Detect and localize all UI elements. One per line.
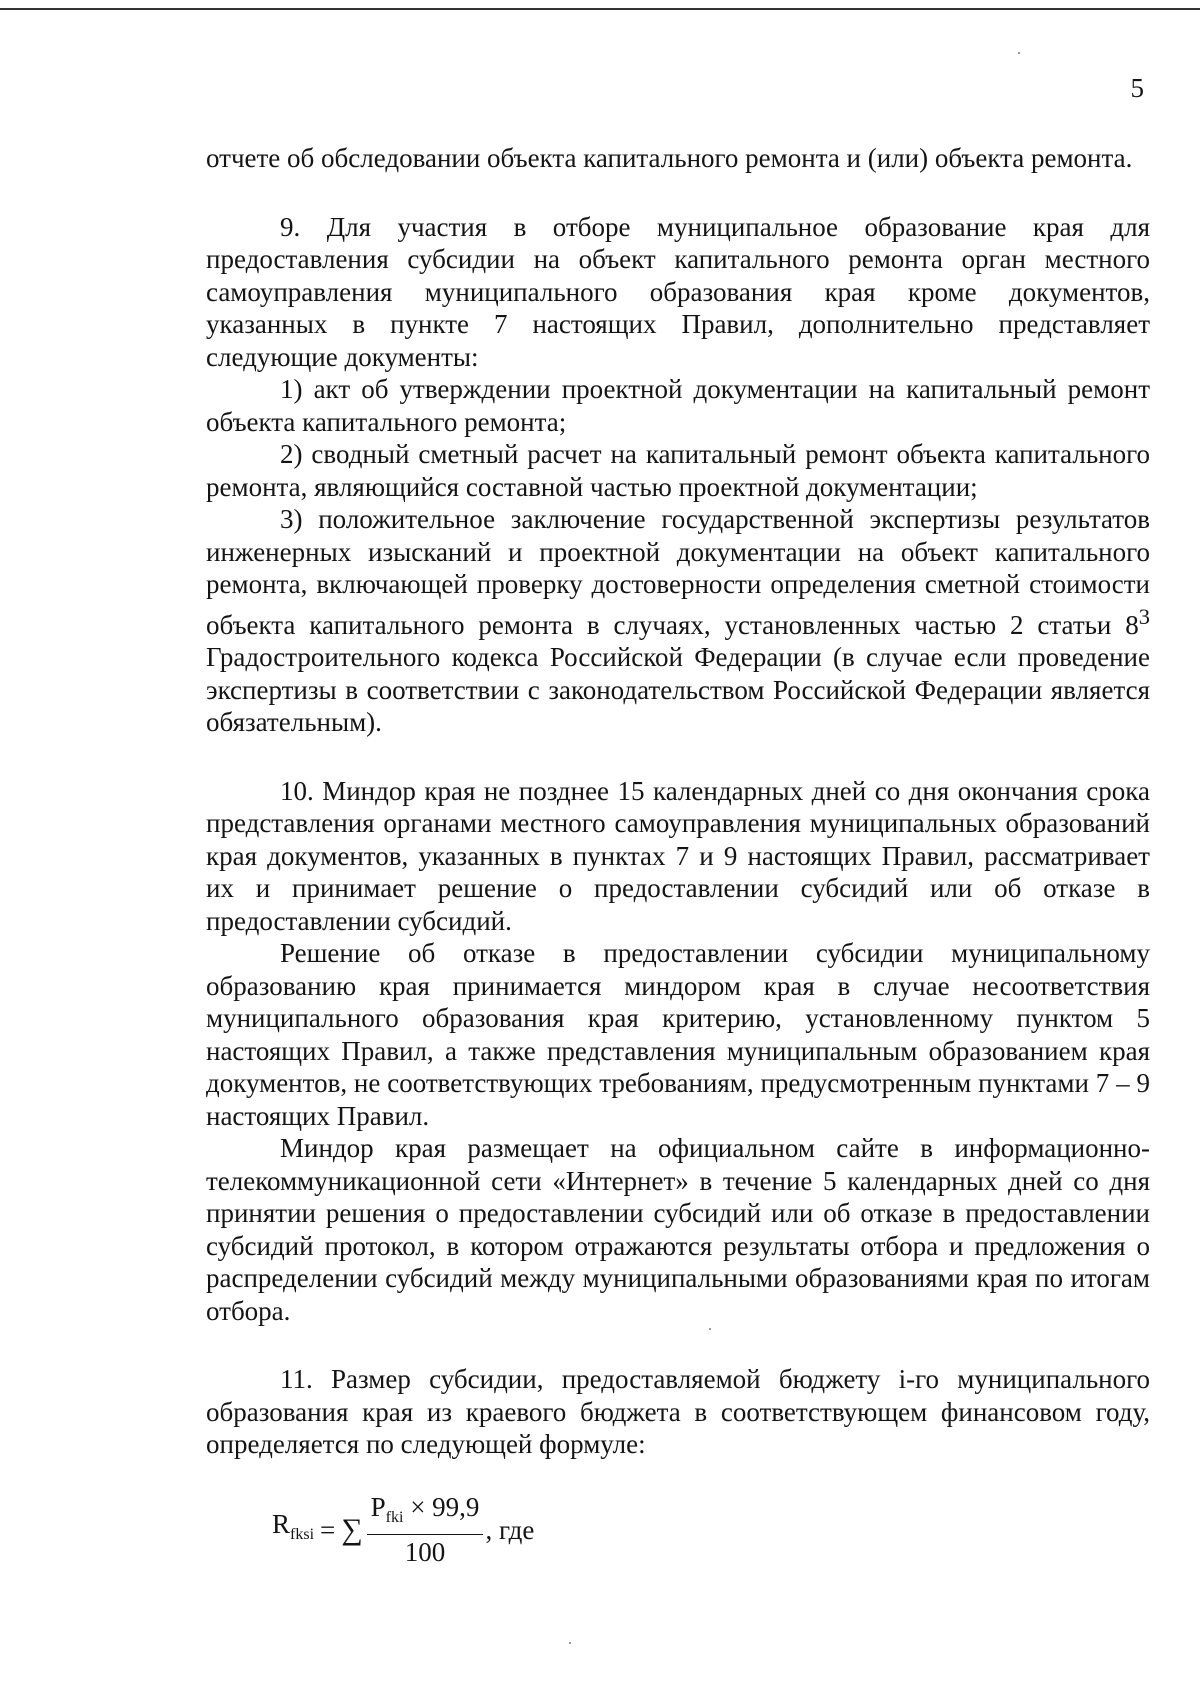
formula-fraction (367, 1492, 484, 1567)
formula-where: , где (485, 1514, 535, 1545)
paragraph-publication: Миндор края размещает на официальном сайте в информационно-телекоммуникационной сети «Интернет» в течение 5 календарных дней со дня принятии решения о предоставлении субсидий или об отказе в предоставлении субсидий протокол, в котором отражаются результаты отбора и предложения о распределении субсидий между муниципальными образованиями края по итогам отбора. (206, 1133, 1150, 1326)
list-item-3-text: 3) положительное заключение государственной экспертизы результатов инженерных изысканий и проектной документации на объект капитального ремонта, включающей проверку достоверности определения сметной стоимости объекта капитального ремонта в случаях, установленных частью 2 статьи 8 (206, 504, 1150, 640)
page-number: 5 (1130, 73, 1144, 103)
paragraph-continuation: отчете об обследовании объекта капитального ремонта и (или) объекта ремонта. (206, 143, 1133, 173)
list-item-3 (206, 503, 1150, 739)
superscript: 3 (1138, 603, 1150, 629)
formula-lhs: $R_{fksi}$ (272, 1509, 315, 1543)
fraction-denominator: 100 (404, 1537, 446, 1567)
list-item-2: 2) сводный сметный расчет на капитальный ремонт объекта капитального ремонта, являющийся составной частью проектной документации; (206, 439, 1150, 502)
list-item-3-text-end: Градостроительного кодекса Российской Федерации (в случае если проведение экспертизы в соответствии с законодательством Российской Федерации является обязательным). (206, 642, 1150, 737)
paragraph-11: 11. Размер субсидии, предоставляемой бюджету i-го муниципального образования края из краевого бюджета в соответствующем финансовом году, определяется по следующей формуле: (206, 1364, 1150, 1459)
paragraph-9: 9. Для участия в отборе муниципальное образование края для предоставления субсидии на объект капитального ремонта орган местного самоуправления муниципального образования края кроме документов, указанных в пункте 7 настоящих Правил, дополнительно представляет следующие документы: (206, 211, 1150, 372)
sum-symbol: ∑ (341, 1512, 363, 1546)
paragraph-refusal: Решение об отказе в предоставлении субсидии муниципальному образованию края принимается миндором края в случае несоответствия муниципального образования края критерию, установленному пунктом 5 настоящих Правил, а также представления муниципальным образованием края документов, не соответствующих требованиям, предусмотренным пунктами 7 – 9 настоящих Правил. (206, 938, 1150, 1131)
paragraph-10: 10. Миндор края не позднее 15 календарных дней со дня окончания срока представления органами местного самоуправления муниципальных образований края документов, указанных в пунктах 7 и 9 настоящих Правил, рассматривает их и принимает решение о предоставлении субсидий или об отказе в предоставлении субсидий. (206, 775, 1150, 936)
subsidy-formula (272, 1492, 534, 1567)
fraction-numerator: $P_{fki} \times 99,9$ (367, 1492, 484, 1535)
scan-speck (709, 1328, 711, 1330)
top-border-line (0, 8, 1200, 10)
document-body (206, 142, 1150, 1461)
list-item-1: 1) акт об утверждении проектной документации на капитальный ремонт объекта капитального ремонта; (206, 374, 1150, 437)
formula-equals: = (320, 1514, 336, 1545)
scan-speck (569, 1642, 571, 1644)
scan-speck (1018, 52, 1020, 54)
